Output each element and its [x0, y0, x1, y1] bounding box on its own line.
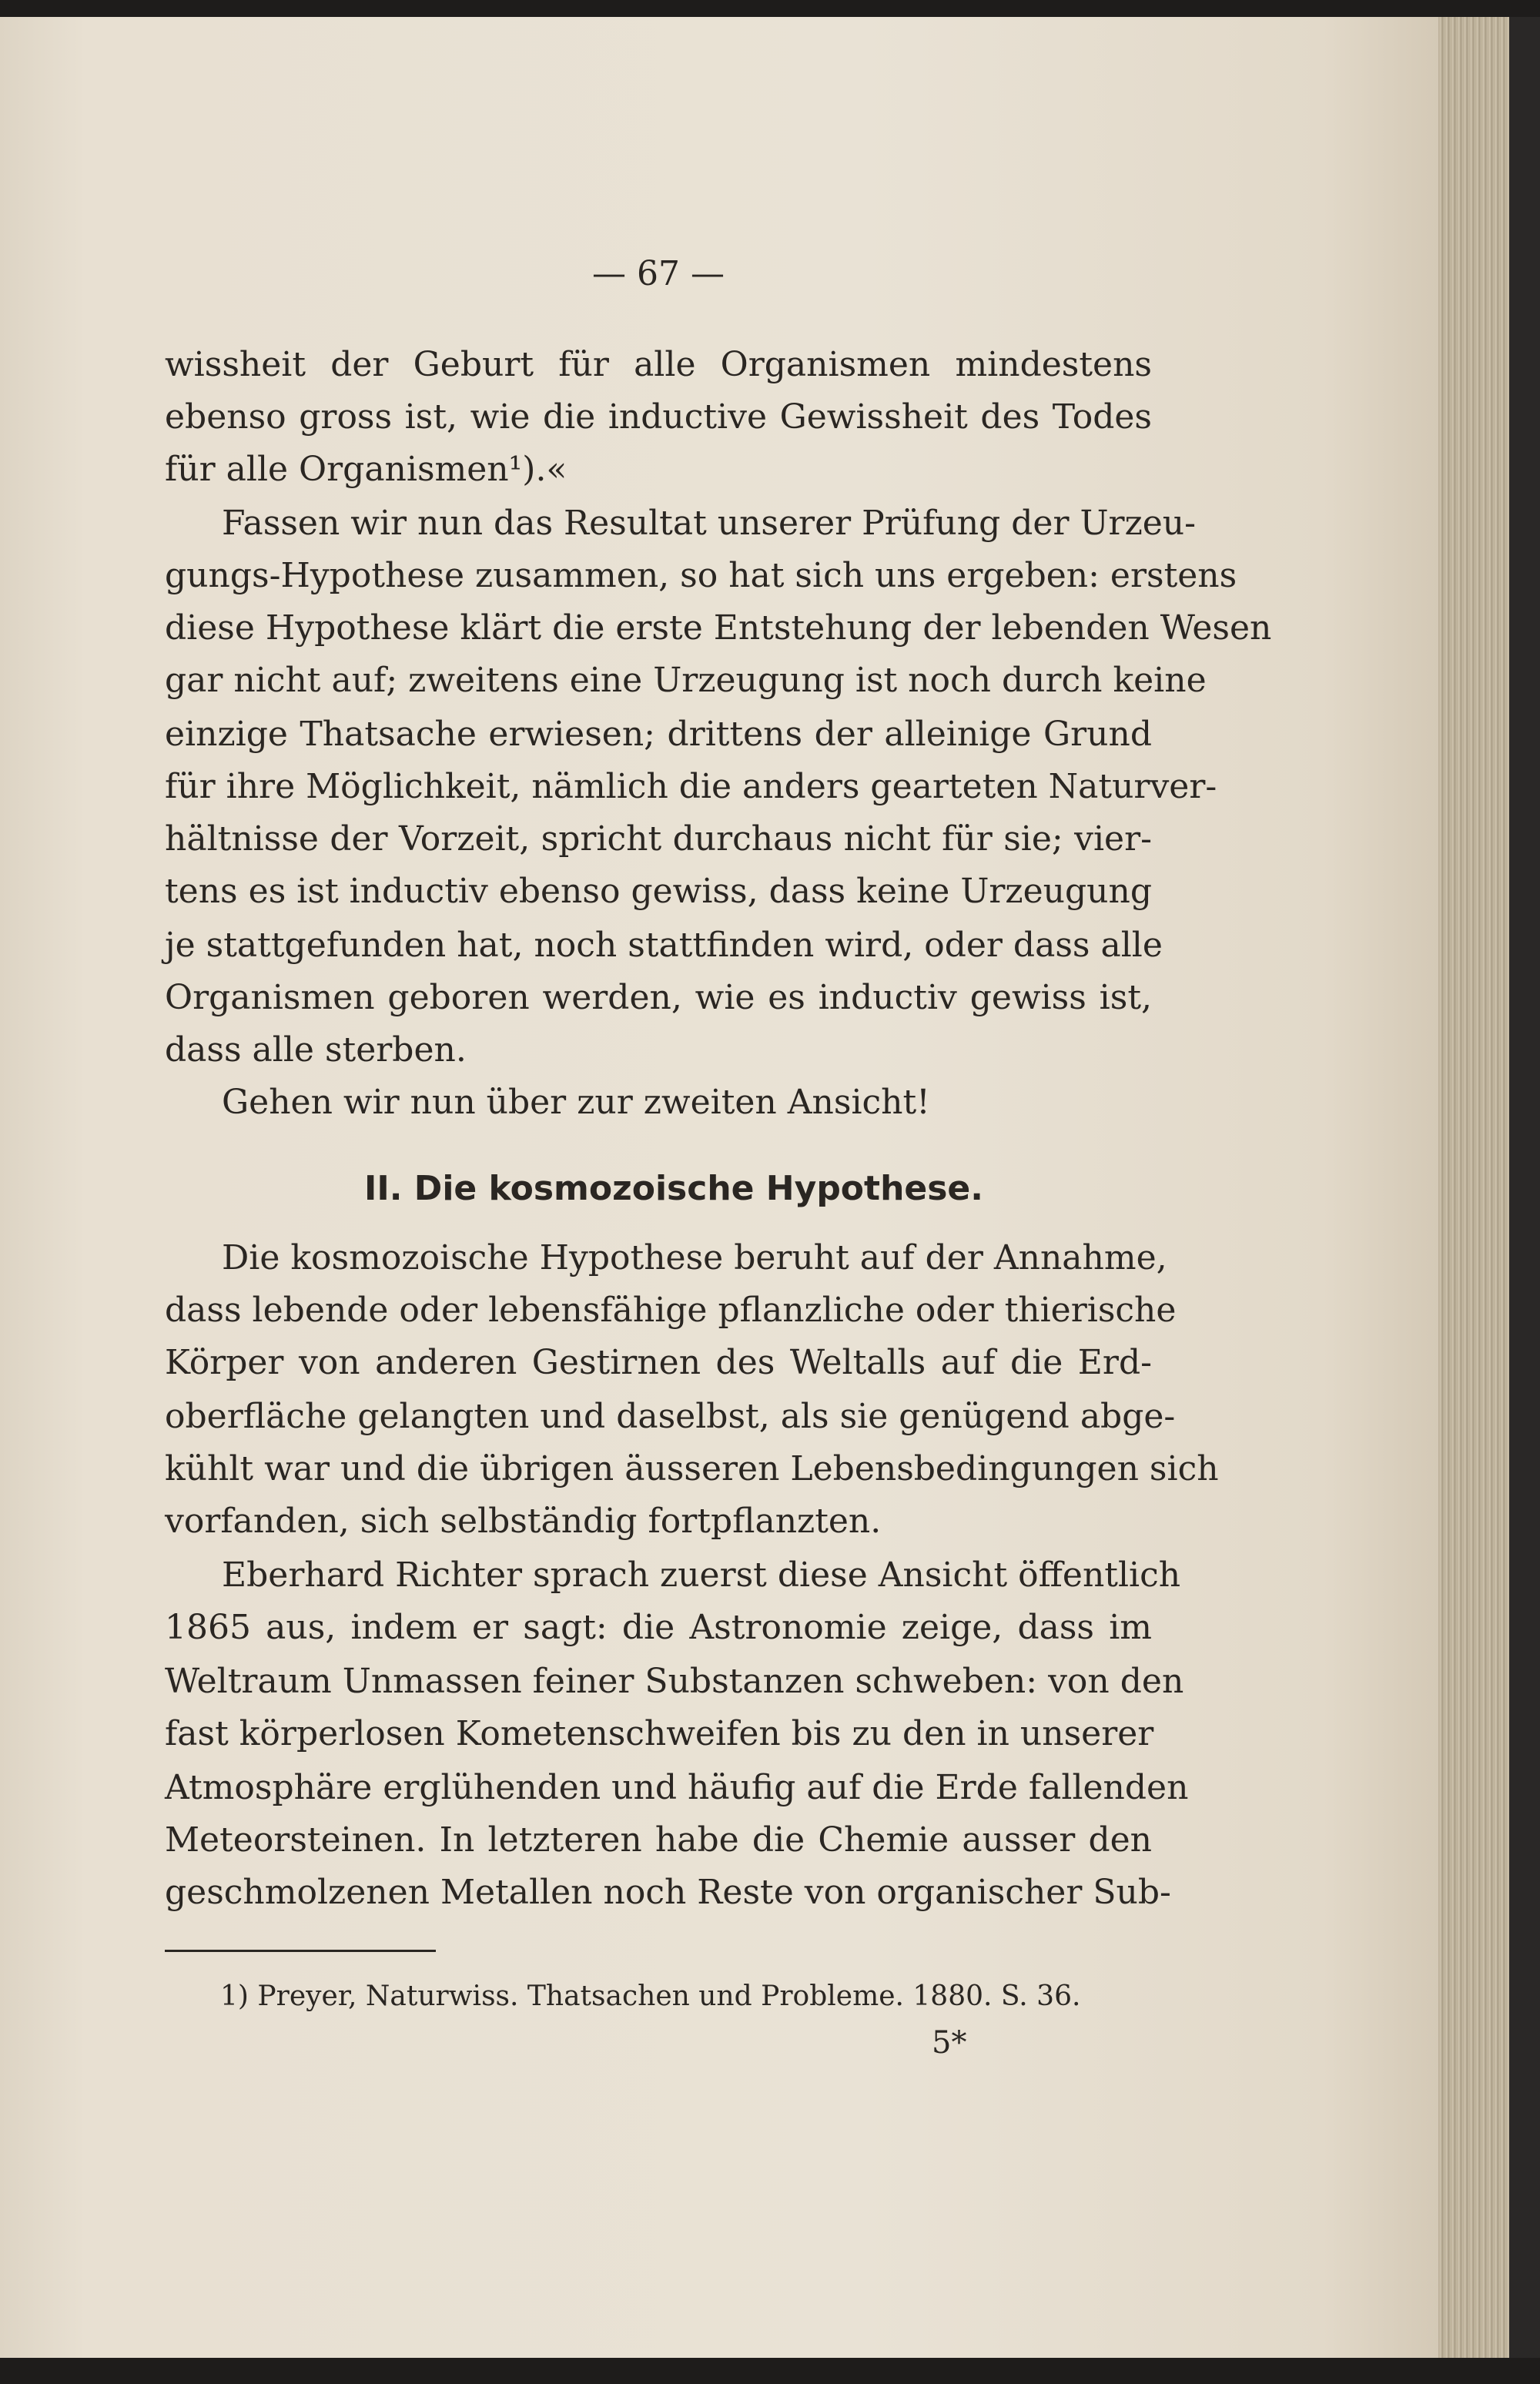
text-line: oberfläche gelangten und daselbst, als sie genügend abge-	[165, 1397, 1176, 1436]
text-line: für ihre Möglichkeit, nämlich die anders gearteten Naturver-	[165, 767, 1217, 806]
text-line: Atmosphäre erglühenden und häufig auf die Erde fallenden	[165, 1768, 1189, 1807]
footnote-rule	[165, 1950, 436, 1952]
text-line: diese Hypothese klärt die erste Entstehung der lebenden Wesen	[165, 608, 1272, 648]
text-line: hältnisse der Vorzeit, spricht durchaus nicht für sie; vier-	[165, 819, 1152, 859]
text-line: einzige Thatsache erwiesen; drittens der alleinige Grund	[165, 715, 1152, 754]
text-line: tens es ist inductiv ebenso gewiss, dass keine Urzeugung	[165, 872, 1152, 911]
text-line: wissheit der Geburt für alle Organismen mindestens	[165, 345, 1152, 384]
text-line: Fassen wir nun das Resultat unserer Prüfung der Urzeu-	[222, 504, 1196, 543]
text-line: kühlt war und die übrigen äusseren Lebensbedingungen sich	[165, 1449, 1219, 1488]
text-line: Die kosmozoische Hypothese beruht auf der Annahme,	[222, 1238, 1167, 1277]
text-line: Meteorsteinen. In letzteren habe die Chemie ausser den	[165, 1820, 1152, 1860]
page-edges	[1438, 17, 1509, 2358]
text-line: für alle Organismen¹).«	[165, 450, 567, 489]
text-line: Körper von anderen Gestirnen des Weltalls auf die Erd-	[165, 1343, 1152, 1382]
text-line: dass alle sterben.	[165, 1030, 467, 1070]
text-line: gar nicht auf; zweitens eine Urzeugung ist noch durch keine	[165, 661, 1207, 700]
text-line: vorfanden, sich selbständig fortpflanzten.	[165, 1502, 882, 1541]
text-line: dass lebende oder lebensfähige pflanzliche oder thierische	[165, 1291, 1177, 1330]
signature-mark: 5*	[932, 2025, 967, 2061]
text-line: geschmolzenen Metallen noch Reste von organischer Sub-	[165, 1873, 1171, 1912]
text-line: ebenso gross ist, wie die inductive Gewissheit des Todes	[165, 397, 1152, 437]
section-heading: II. Die kosmozoische Hypothese.	[364, 1169, 983, 1208]
text-line: je stattgefunden hat, noch stattfinden wird, oder dass alle	[165, 926, 1163, 965]
text-line: fast körperlosen Kometenschweifen bis zu den in unserer	[165, 1714, 1154, 1753]
scan-border	[1509, 17, 1540, 2358]
page-number: — 67 —	[592, 254, 725, 293]
text-line: Organismen geboren werden, wie es inductiv gewiss ist,	[165, 978, 1152, 1017]
footnote: 1) Preyer, Naturwiss. Thatsachen und Probleme. 1880. S. 36.	[220, 1981, 1081, 2012]
text-line: Weltraum Unmassen feiner Substanzen schweben: von den	[165, 1662, 1184, 1701]
text-line: 1865 aus, indem er sagt: die Astronomie zeige, dass im	[165, 1608, 1152, 1647]
text-line: gungs-Hypothese zusammen, so hat sich uns ergeben: erstens	[165, 556, 1237, 595]
text-line: Eberhard Richter sprach zuerst diese Ansicht öffentlich	[222, 1555, 1181, 1595]
text-line: Gehen wir nun über zur zweiten Ansicht!	[222, 1083, 930, 1122]
